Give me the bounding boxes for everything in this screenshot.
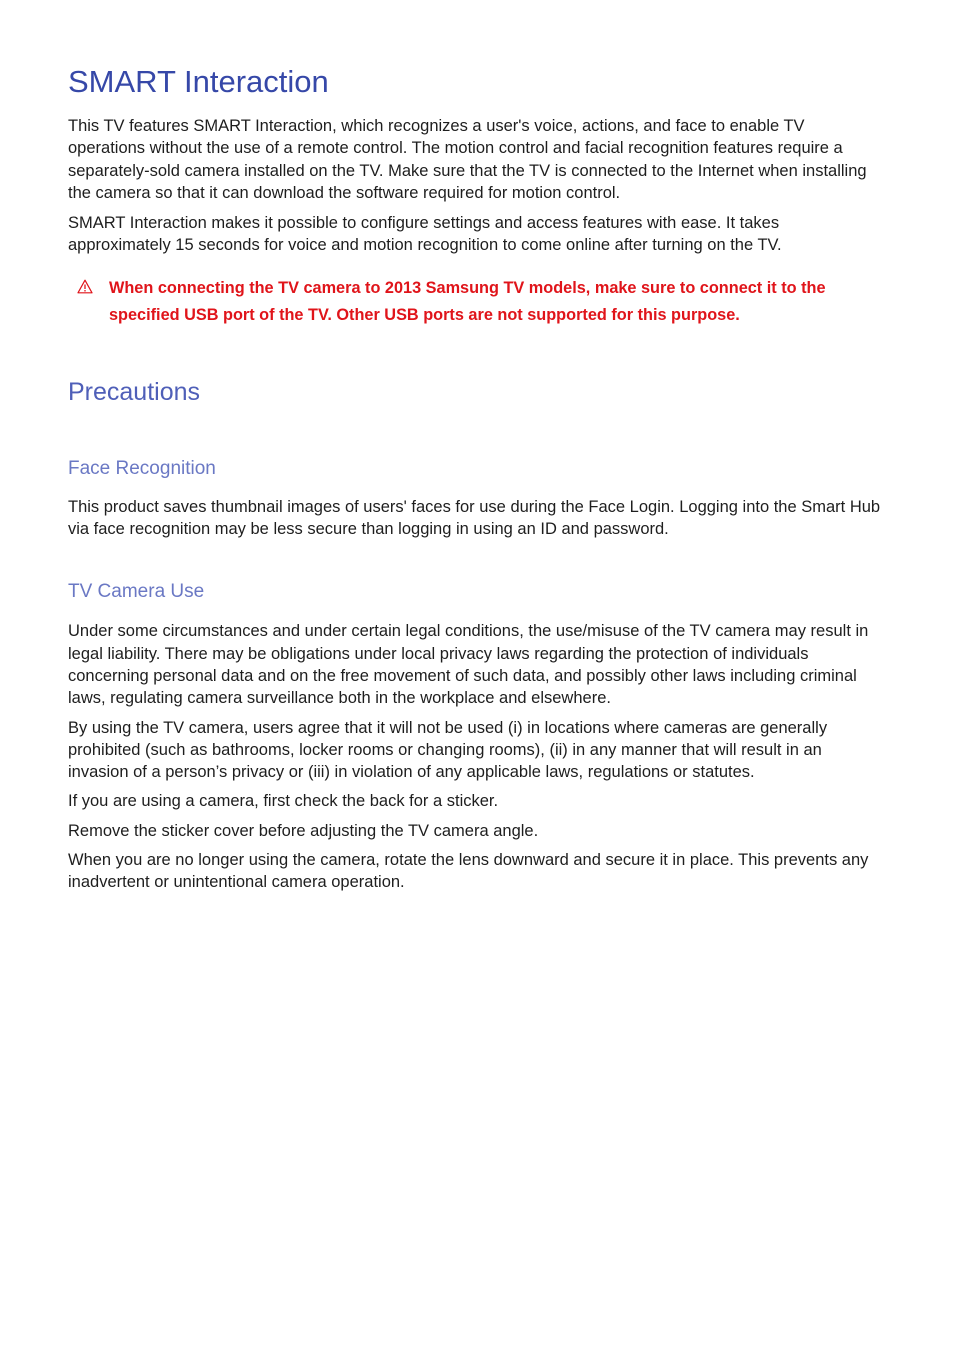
page-title: SMART Interaction [68, 64, 329, 99]
caution-note [68, 275, 886, 329]
warning-triangle-icon [68, 275, 109, 294]
intro-paragraph: This TV features SMART Interaction, which recognizes a user's voice, actions, and face to enable TV operations without the use of a remote control. The motion control and facial recognition features require a separately-sold camera installed on the TV. Make sure that the TV is connected to the Internet when installing the camera so that it can download the software required for motion control. [68, 117, 867, 202]
intro-paragraph: SMART Interaction makes it possible to configure settings and access features with ease. It takes approximately 15 seconds for voice and motion recognition to come online after turning on the TV. [68, 214, 782, 255]
face-recognition-paragraph: This product saves thumbnail images of users' faces for use during the Face Login. Logging into the Smart Hub via face recognition may be less secure than logging in using an ID and password. [68, 497, 881, 539]
tv-camera-paragraph: When you are no longer using the camera, rotate the lens downward and secure it in place. This prevents any inadvertent or unintentional camera operation. [68, 851, 869, 892]
tv-camera-paragraph: Remove the sticker cover before adjusting the TV camera angle. [68, 821, 539, 840]
tv-camera-paragraph: By using the TV camera, users agree that it will not be used (i) in locations where cameras are generally prohibited (such as bathrooms, locker rooms or changing rooms), (ii) in any manner that will result in an invasion of a person’s privacy or (iii) in violation of any applicable laws, regulations or statutes. [68, 718, 828, 782]
section-heading-precautions: Precautions [68, 377, 201, 406]
caution-text: When connecting the TV camera to 2013 Samsung TV models, make sure to connect it to the specified USB port of the TV. Other USB ports are not supported for this purpose. [109, 278, 826, 324]
subsection-heading-tv-camera-use: TV Camera Use [68, 581, 205, 603]
subsection-heading-face-recognition: Face Recognition [68, 457, 216, 479]
face-recognition-body [68, 496, 886, 541]
tv-camera-use-body [68, 620, 886, 893]
tv-camera-paragraph: If you are using a camera, first check the back for a sticker. [68, 792, 499, 811]
tv-camera-paragraph: Under some circumstances and under certain legal conditions, the use/misuse of the TV camera may result in legal liability. There may be obligations under local privacy laws regarding the protection of individuals concerning personal data and on the free movement of such data, and possibly other laws including criminal laws, regulating camera surveillance both in the workplace and elsewhere. [68, 622, 869, 708]
intro-section [68, 115, 886, 257]
